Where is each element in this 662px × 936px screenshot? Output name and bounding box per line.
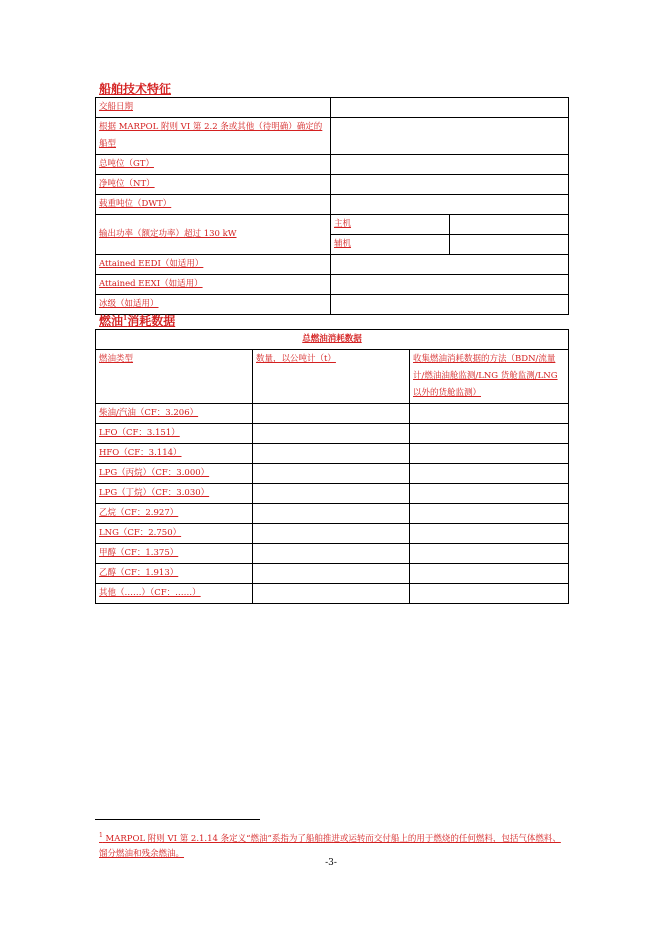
header-method: 收集燃油消耗数据的方法（BDN/流量计/燃油油舱监测/LNG 货舱监测/LNG 以外的货舱监测）: [410, 350, 569, 404]
quantity-cell: [253, 464, 410, 484]
value-cell: [450, 215, 569, 235]
label-main-engine: 主机: [331, 215, 450, 235]
table-header-row: [96, 350, 569, 404]
table-row: [96, 424, 569, 444]
quantity-cell: [253, 444, 410, 464]
table-title: 总燃油消耗数据: [96, 330, 569, 350]
label-dwt: 载重吨位（DWT）: [96, 195, 331, 215]
footnote-separator: [95, 819, 260, 820]
fuel-type-cell: 其他（……）（CF：……）: [96, 584, 253, 604]
value-cell: [331, 175, 569, 195]
fuel-type-cell: 乙烷（CF：2.927）: [96, 504, 253, 524]
header-fuel-type: 燃油类型: [96, 350, 253, 404]
quantity-cell: [253, 584, 410, 604]
value-cell: [331, 155, 569, 175]
table-row: [96, 255, 569, 275]
quantity-cell: [253, 404, 410, 424]
quantity-cell: [253, 424, 410, 444]
table-row: [96, 215, 569, 235]
table-row: [96, 175, 569, 195]
table-row: [96, 155, 569, 175]
fuel-type-cell: LNG（CF：2.750）: [96, 524, 253, 544]
quantity-cell: [253, 544, 410, 564]
label-aux-engine: 辅机: [331, 235, 450, 255]
fuel-type-cell: LPG（丙烷）（CF：3.000）: [96, 464, 253, 484]
quantity-cell: [253, 524, 410, 544]
fuel-type-cell: HFO（CF：3.114）: [96, 444, 253, 464]
value-cell: [331, 195, 569, 215]
fuel-consumption-table: [95, 329, 569, 604]
label-eexi: Attained EEXI（如适用）: [96, 275, 331, 295]
quantity-cell: [253, 484, 410, 504]
quantity-cell: [253, 564, 410, 584]
label-power: 输出功率（额定功率）超过 130 kW: [96, 215, 331, 255]
table-row: [96, 564, 569, 584]
section-title-technical: 船舶技术特征: [99, 82, 172, 96]
label-nt: 净吨位（NT）: [96, 175, 331, 195]
label-ship-type: 根据 MARPOL 附则 VI 第 2.2 条或其他（待明确）确定的船型: [96, 118, 331, 155]
header-quantity: 数量，以公吨计（t）: [253, 350, 410, 404]
fuel-type-cell: 柴油/汽油（CF：3.206）: [96, 404, 253, 424]
value-cell: [331, 98, 569, 118]
method-cell: [410, 424, 569, 444]
method-cell: [410, 544, 569, 564]
method-cell: [410, 444, 569, 464]
method-cell: [410, 404, 569, 424]
table-row: [96, 404, 569, 424]
method-cell: [410, 584, 569, 604]
footnote: $^1$ MARPOL 附则 VI 第 2.1.14 条定义“燃油”系指为了船舶推进或运转而交付船上的用于燃烧的任何燃料，包括气体燃料、馏分燃油和残余燃油。: [99, 832, 561, 859]
method-cell: [410, 564, 569, 584]
table-row: [96, 504, 569, 524]
table-row: [96, 98, 569, 118]
label-eedi: Attained EEDI（如适用）: [96, 255, 331, 275]
quantity-cell: [253, 504, 410, 524]
method-cell: [410, 484, 569, 504]
table-row: [96, 444, 569, 464]
page-number: -3-: [325, 858, 337, 868]
value-cell: [331, 118, 569, 155]
method-cell: [410, 464, 569, 484]
table-row: [96, 484, 569, 504]
fuel-type-cell: 甲醇（CF：1.375）: [96, 544, 253, 564]
fuel-type-cell: LPG（丁烷）（CF：3.030）: [96, 484, 253, 504]
technical-characteristics-table: [95, 97, 569, 315]
table-row: [96, 195, 569, 215]
method-cell: [410, 524, 569, 544]
value-cell: [331, 255, 569, 275]
label-gt: 总吨位（GT）: [96, 155, 331, 175]
table-row: [96, 464, 569, 484]
fuel-type-cell: 乙醇（CF：1.913）: [96, 564, 253, 584]
value-cell: [331, 295, 569, 315]
table-row: [96, 118, 569, 155]
label-delivery-date: 交船日期: [96, 98, 331, 118]
fuel-type-cell: LFO（CF：3.151）: [96, 424, 253, 444]
table-row: [96, 275, 569, 295]
table-row: [96, 544, 569, 564]
value-cell: [331, 275, 569, 295]
table-row: [96, 524, 569, 544]
value-cell: [450, 235, 569, 255]
label-ice-class: 冰级（如适用）: [96, 295, 331, 315]
table-row: [96, 584, 569, 604]
method-cell: [410, 504, 569, 524]
table-title-row: [96, 330, 569, 350]
section-title-fuel-consumption: 燃油$^1$消耗数据: [99, 314, 176, 328]
